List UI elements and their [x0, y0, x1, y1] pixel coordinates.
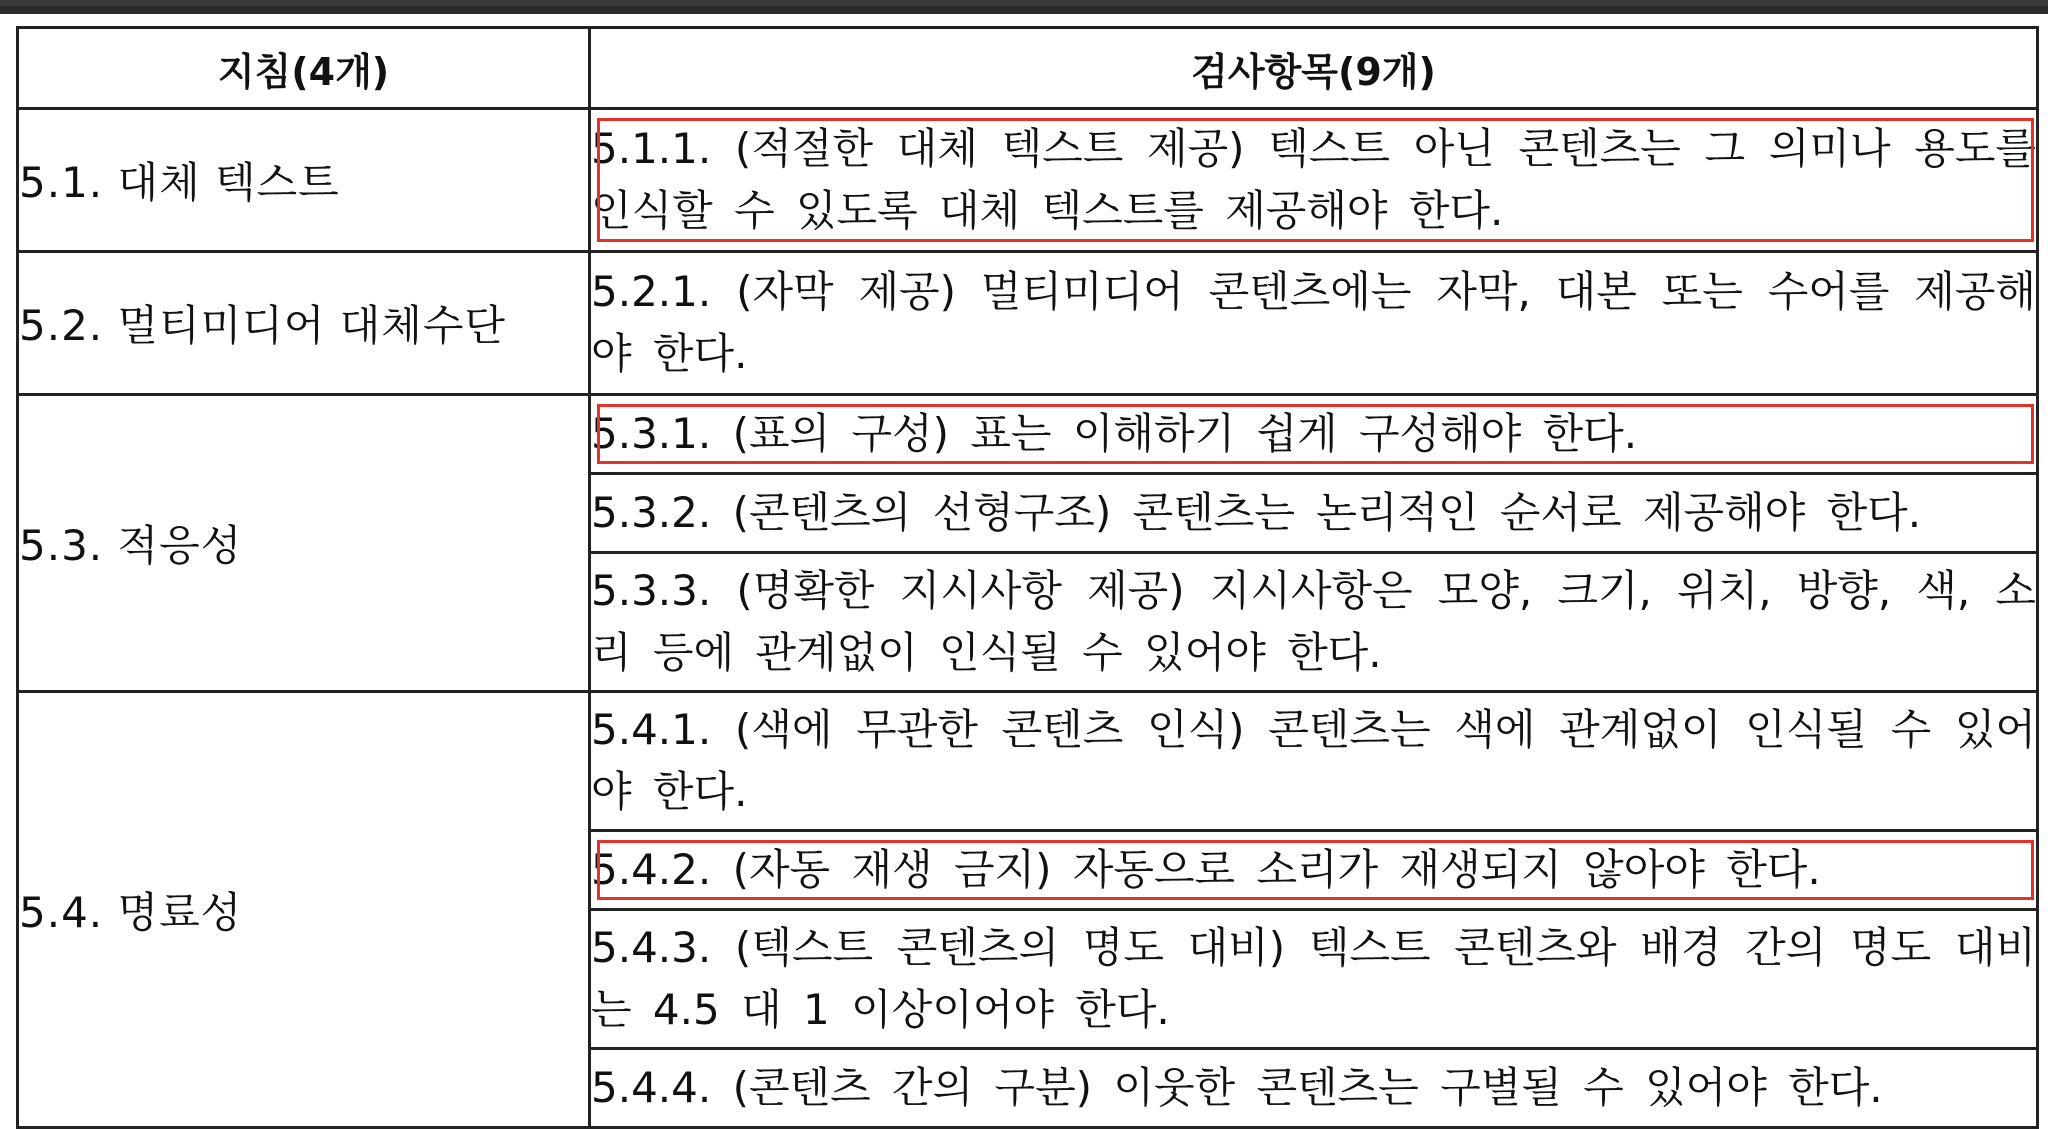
item-cell-5-4-4: 5.4.4. (콘텐츠 간의 구분) 이웃한 콘텐츠는 구별될 수 있어야 한다.	[590, 1049, 2038, 1128]
table-row	[18, 109, 2038, 252]
document-page	[0, 6, 2048, 1129]
accessibility-guideline-table	[16, 26, 2039, 1129]
guideline-cell-5-2: 5.2. 멀티미디어 대체수단	[18, 252, 590, 395]
table-header-row	[18, 28, 2038, 109]
item-cell-5-3-1: 5.3.1. (표의 구성) 표는 이해하기 쉽게 구성해야 한다.	[590, 395, 2038, 474]
item-cell-5-2-1: 5.2.1. (자막 제공) 멀티미디어 콘텐츠에는 자막, 대본 또는 수어를 제공해야 한다.	[590, 252, 2038, 395]
table-row	[18, 252, 2038, 395]
table-row	[18, 692, 2038, 831]
item-cell-5-4-2: 5.4.2. (자동 재생 금지) 자동으로 소리가 재생되지 않아야 한다.	[590, 831, 2038, 910]
table-row	[18, 395, 2038, 474]
item-cell-5-4-3: 5.4.3. (텍스트 콘텐츠의 명도 대비) 텍스트 콘텐츠와 배경 간의 명도 대비는 4.5 대 1 이상이어야 한다.	[590, 910, 2038, 1049]
guideline-cell-5-1: 5.1. 대체 텍스트	[18, 109, 590, 252]
guideline-cell-5-4: 5.4. 명료성	[18, 692, 590, 1128]
guideline-cell-5-3: 5.3. 적응성	[18, 395, 590, 692]
items-column-header: 검사항목(9개)	[590, 28, 2038, 109]
item-cell-5-3-3: 5.3.3. (명확한 지시사항 제공) 지시사항은 모양, 크기, 위치, 방향, 색, 소리 등에 관계없이 인식될 수 있어야 한다.	[590, 553, 2038, 692]
item-cell-5-4-1: 5.4.1. (색에 무관한 콘텐츠 인식) 콘텐츠는 색에 관계없이 인식될 수 있어야 한다.	[590, 692, 2038, 831]
item-cell-5-1-1: 5.1.1. (적절한 대체 텍스트 제공) 텍스트 아닌 콘텐츠는 그 의미나 용도를 인식할 수 있도록 대체 텍스트를 제공해야 한다.	[590, 109, 2038, 252]
guidelines-column-header: 지침(4개)	[18, 28, 590, 109]
top-edge-strip	[0, 6, 2048, 14]
item-cell-5-3-2: 5.3.2. (콘텐츠의 선형구조) 콘텐츠는 논리적인 순서로 제공해야 한다.	[590, 474, 2038, 553]
